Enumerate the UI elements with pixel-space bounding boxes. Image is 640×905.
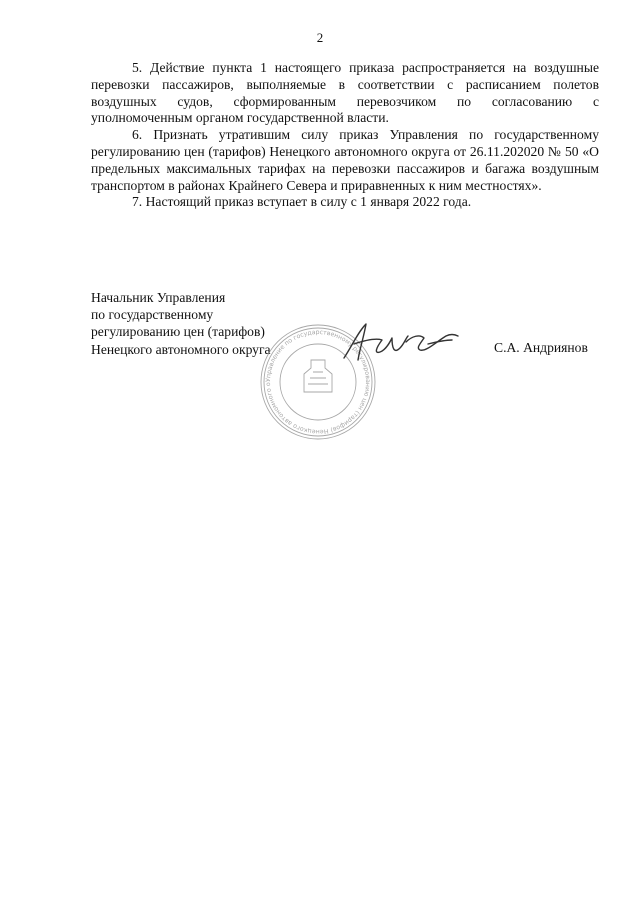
handwritten-signature	[336, 318, 464, 366]
paragraph-5: 5. Действие пункта 1 настоящего приказа распространяется на воздушные перевозки пассажиров, выполняемые в соответствии с расписанием полетов воздушных судов, сформированным перевозчиком по согласованию с уполномоченным органом государственной власти.	[91, 60, 599, 126]
signatory-title-line: регулированию цен (тарифов)	[91, 324, 265, 340]
signatory-title-line: Начальник Управления	[91, 290, 226, 305]
signatory-title-line: Ненецкого автономного округа	[91, 341, 271, 357]
signatory-name: С.А. Андриянов	[494, 340, 588, 355]
stamp-emblem	[304, 360, 332, 392]
paragraph-6: 6. Признать утратившим силу приказ Управления по государственному регулированию цен (тарифов) Ненецкого автономного округа от 26.11.202020 № 50 «О предельных максимальных тарифах на перевозки пассажиров и багажа воздушным транспортом в районах Крайнего Севера и приравненных к ним местностях».	[91, 127, 599, 193]
stamp-text: Управление по государственному регулированию цен (тарифов) Ненецкого автономного о	[264, 328, 372, 436]
paragraph-7: 7. Настоящий приказ вступает в силу с 1 января 2022 года.	[132, 194, 472, 210]
document-body	[91, 60, 599, 211]
page-number: 2	[316, 30, 324, 45]
signatory-title-line: по государственному	[91, 307, 214, 323]
